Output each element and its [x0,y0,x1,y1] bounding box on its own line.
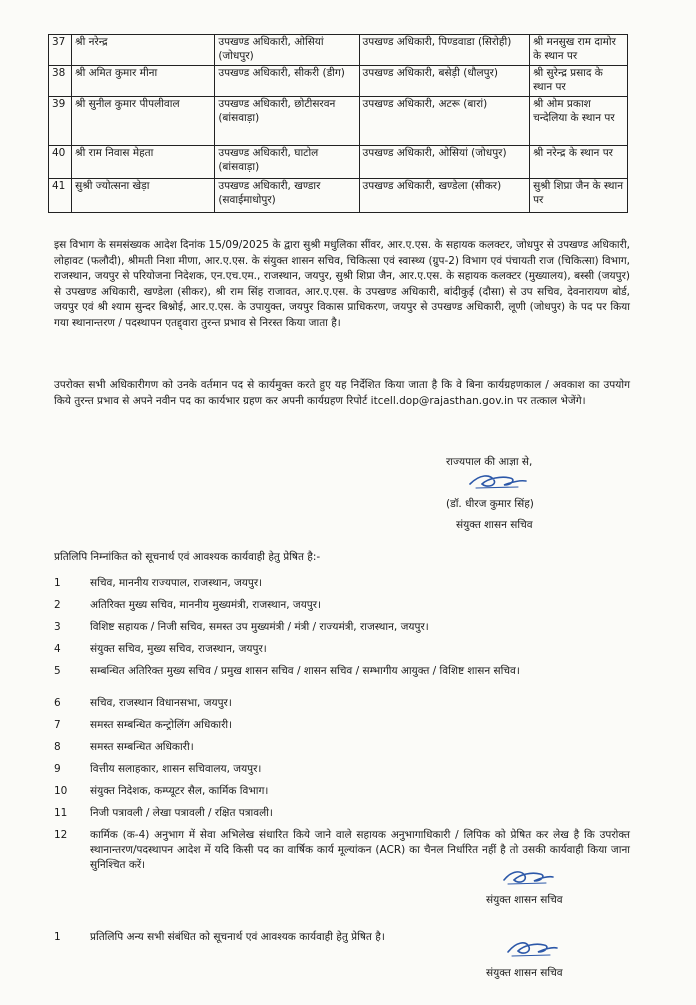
signature-2 [500,866,556,888]
cc-item-text: सचिव, माननीय राज्यपाल, राजस्थान, जयपुर। [90,577,263,589]
signature-1 [466,470,530,492]
cc-item-text: प्रतिलिपि अन्य सभी संबंधित को सूचनार्थ एवं आवश्यक कार्यवाही हेतु प्रेषित है। [90,931,385,943]
current-post: उपखण्ड अधिकारी, घाटोल (बांसवाड़ा) [215,146,359,179]
cc-item-number: 10 [54,785,68,797]
cc-item-text: संयुक्त सचिव, मुख्य सचिव, राजस्थान, जयपुर। [90,643,267,655]
transfer-table-body [49,35,628,213]
cc-item-number: 12 [54,829,68,841]
cancellation-paragraph: इस विभाग के समसंख्यक आदेश दिनांक 15/09/2025 के द्वारा सुश्री मधुलिका सींवर, आर.ए.एस. के सहायक कलक्टर, जोधपुर से उपखण्ड अधिकारी, लोहावट (फलौदी), श्रीमती निशा मीणा, आर.ए.एस. के संयुक्त शासन सचिव, चिकित्सा एवं स्वास्थ्य (ग्रुप-2) विभाग एवं पंचायती राज (चिकित्सा) विभाग, राजस्थान, जयपुर से परियोजना निदेशक, एन.एच.एम., राजस्थान, जयपुर, सुश्री शिप्रा जैन, आर.ए.एस. के सहायक कलक्टर (मुख्यालय), बस्सी (जयपुर) से उपखण्ड अधिकारी, खण्डेला (सीकर), श्री राम सिंह राजावत, आर.ए.एस. के उपखण्ड अधिकारी, बांदीकुई (दौसा) से उप सचिव, देवनारायण बोर्ड, जयपुर एवं श्री श्याम सुन्दर बिश्नोई, आर.ए.एस. के उपायुक्त, जयपुर विकास प्राधिकरण, जयपुर से उपखण्ड अधिकारी, लूणी (जोधपुर) के पद पर किया गया स्थानान्तरण / पदस्थापन एतद्द्वारा तुरन्त प्रभाव से निरस्त किया जाता है। [54,239,630,329]
cc-item-text: सम्बन्धित अतिरिक्त मुख्य सचिव / प्रमुख शासन सचिव / शासन सचिव / सम्भागीय आयुक्त / विशिष्ट शासन सचिव। [90,665,520,677]
cc-item-number: 7 [54,719,61,731]
officer-name: श्री सुनील कुमार पीपलीवाल [72,97,215,146]
current-post: उपखण्ड अधिकारी, खण्डार (सवाईमाधोपुर) [215,179,359,213]
officer-name: श्री नरेन्द्र [72,35,215,66]
cc-item-text: कार्मिक (क-4) अनुभाग में सेवा अभिलेख संधारित किये जाने वाले सहायक अनुभागाधिकारी / लिपिक को प्रेषित कर लेख है कि उपरोक्त स्थानान्तरण/पदस्थापन आदेश में यदि किसी पद का वार्षिक कार्य मूल्यांकन (ACR) का चैनल निर्धारित नहीं है तो उसकी कार्यवाही किया जाना सुनिश्चित करें। [90,829,630,871]
row-number: 38 [49,66,72,97]
cc-item-number: 3 [54,621,61,633]
cc-item-number: 1 [54,577,61,589]
replacement-remark: श्री ओम प्रकाश चन्देलिया के स्थान पर [530,97,628,146]
governor-order-line: राज्यपाल की आज्ञा से, [446,456,533,468]
cc-item-text: समस्त सम्बन्धित अधिकारी। [90,741,194,753]
officer-name: श्री अमित कुमार मीना [72,66,215,97]
cc-item-text: वित्तीय सलाहकार, शासन सचिवालय, जयपुर। [90,763,262,775]
cc-item-text: अतिरिक्त मुख्य सचिव, माननीय मुख्यमंत्री, राजस्थान, जयपुर। [90,599,322,611]
new-post: उपखण्ड अधिकारी, खण्डेला (सीकर) [359,179,530,213]
cc-heading: प्रतिलिपि निम्नांकित को सूचनार्थ एवं आवश्यक कार्यवाही हेतु प्रेषित है:- [54,551,321,563]
replacement-remark: श्री मनसुख राम दामोर के स्थान पर [530,35,628,66]
replacement-remark: सुश्री शिप्रा जैन के स्थान पर [530,179,628,213]
cc-item-number: 2 [54,599,61,611]
new-post: उपखण्ड अधिकारी, ओसियां (जोधपुर) [359,146,530,179]
cc-item-text: सचिव, राजस्थान विधानसभा, जयपुर। [90,697,232,709]
officer-name: श्री राम निवास मेहता [72,146,215,179]
table-row [49,97,628,146]
signature-3 [504,936,560,960]
signatory-title-3: संयुक्त शासन सचिव [486,967,563,979]
new-post: उपखण्ड अधिकारी, बसेड़ी (धौलपुर) [359,66,530,97]
new-post: उपखण्ड अधिकारी, पिण्डवाडा (सिरोही) [359,35,530,66]
relieving-instruction-paragraph: उपरोक्त सभी अधिकारीगण को उनके वर्तमान पद से कार्यमुक्त करते हुए यह निर्देशित किया जाता है कि वे बिना कार्यग्रहणकाल / अवकाश का उपयोग किये तुरन्त प्रभाव से अपने नवीन पद का कार्यभार ग्रहण कर अपनी कार्यग्रहण रिपोर्ट itcell.dop@rajasthan.gov.in पर तत्काल भेजेंगे। [54,379,630,407]
row-number: 37 [49,35,72,66]
cc-item-number: 6 [54,697,61,709]
table-row [49,146,628,179]
row-number: 41 [49,179,72,213]
cc-item-number: 5 [54,665,61,677]
cc-item-number: 4 [54,643,61,655]
table-row [49,66,628,97]
signatory-title: संयुक्त शासन सचिव [456,519,533,531]
signatory-title-2: संयुक्त शासन सचिव [486,894,563,906]
cc-item-text: समस्त सम्बन्धित कन्ट्रोलिंग अधिकारी। [90,719,233,731]
transfer-table [48,34,628,213]
cc-item-text: विशिष्ट सहायक / निजी सचिव, समस्त उप मुख्यमंत्री / मंत्री / राज्यमंत्री, राजस्थान, जयपुर। [90,621,429,633]
cc-item-number: 8 [54,741,61,753]
table-row [49,179,628,213]
replacement-remark: श्री सुरेन्द्र प्रसाद के स्थान पर [530,66,628,97]
signatory-name: (डॉ. धीरज कुमार सिंह) [446,498,534,510]
cc-item-number: 1 [54,931,61,943]
row-number: 40 [49,146,72,179]
new-post: उपखण्ड अधिकारी, अटरू (बारां) [359,97,530,146]
cc-item-text: निजी पत्रावली / लेखा पत्रावली / रक्षित पत्रावली। [90,807,273,819]
row-number: 39 [49,97,72,146]
cc-item-number: 11 [54,807,68,819]
replacement-remark: श्री नरेन्द्र के स्थान पर [530,146,628,179]
current-post: उपखण्ड अधिकारी, सीकरी (डीग) [215,66,359,97]
cc-item-number: 9 [54,763,61,775]
cc-item-text: संयुक्त निदेशक, कम्प्यूटर सैल, कार्मिक विभाग। [90,785,269,797]
officer-name: सुश्री ज्योत्सना खेड़ा [72,179,215,213]
current-post: उपखण्ड अधिकारी, ओसियां (जोधपुर) [215,35,359,66]
current-post: उपखण्ड अधिकारी, छोटीसरवन (बांसवाड़ा) [215,97,359,146]
table-row [49,35,628,66]
